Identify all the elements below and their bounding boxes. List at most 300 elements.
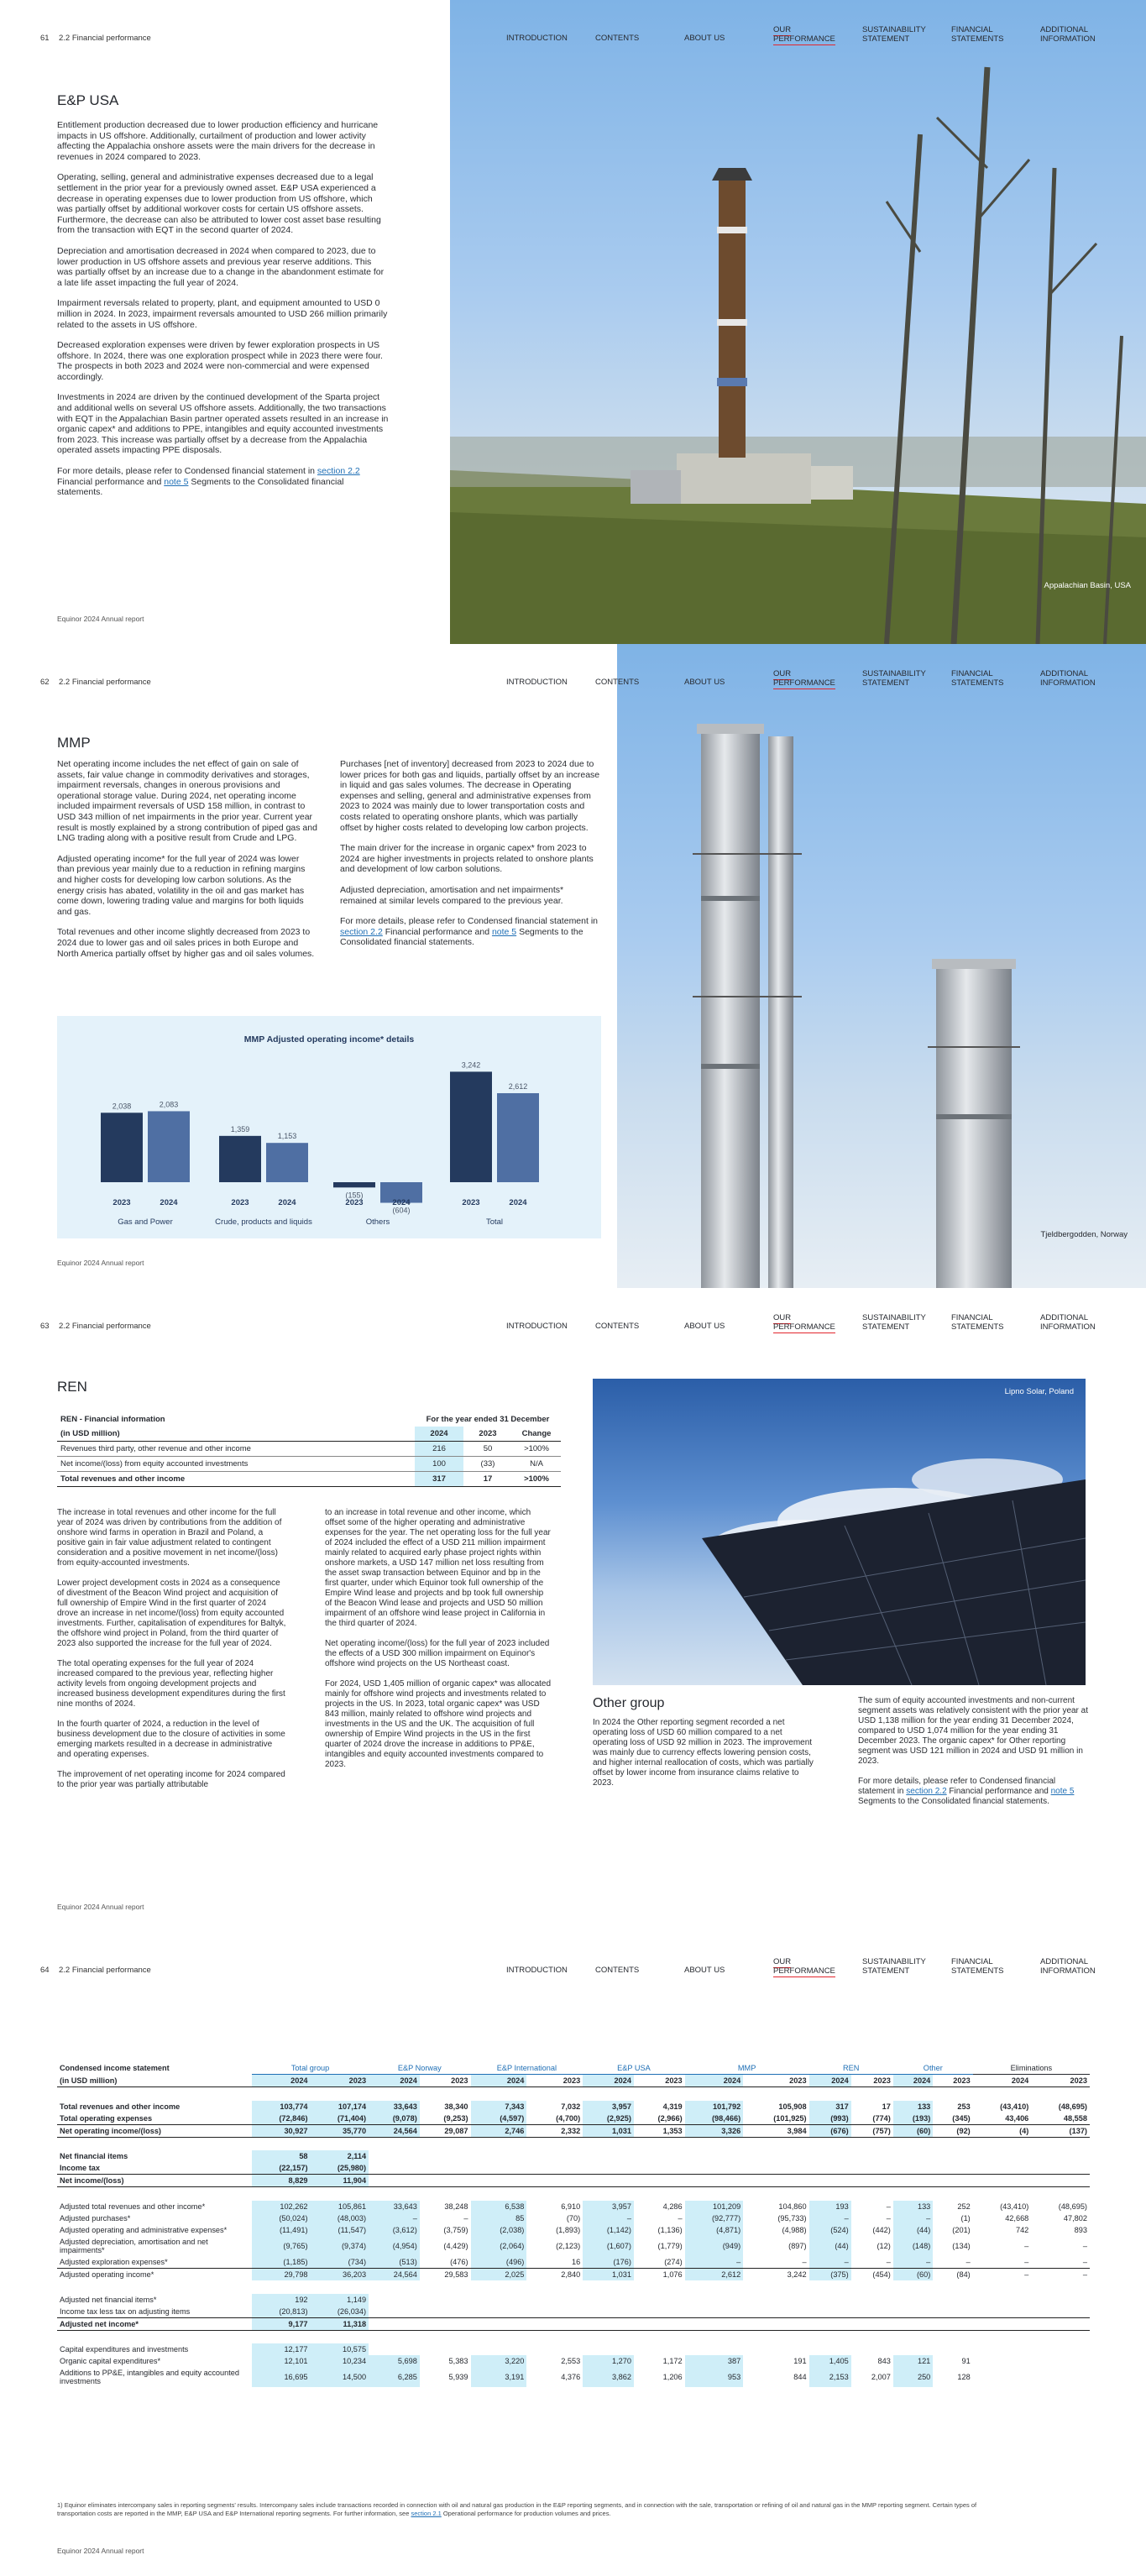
- cell: (11,547): [311, 2224, 369, 2236]
- nav-about-us[interactable]: ABOUT US: [684, 1966, 725, 1975]
- cell: 38,340: [444, 2102, 468, 2111]
- cell: 250: [893, 2367, 933, 2387]
- cell: (22,157): [252, 2162, 311, 2175]
- cell: (897): [788, 2241, 807, 2250]
- row-label: [57, 2330, 252, 2343]
- cell: [809, 2162, 851, 2175]
- cell: (2,064): [471, 2236, 527, 2256]
- data-label: 2,083: [159, 1100, 179, 1109]
- page-number: 62: [40, 678, 50, 687]
- table-row: [57, 2113, 1090, 2125]
- paragraph: The total operating expenses for the full year of 2024 increased compared to the previous year, reflecting higher activity levels from ongoing development projects and increased business development expenditures during the first nine months of 2024.: [57, 1659, 285, 1709]
- cell: 38,248: [444, 2202, 468, 2211]
- group-header: Other: [893, 2062, 973, 2075]
- cell: (513): [369, 2256, 420, 2269]
- cell: [933, 2317, 972, 2330]
- group-header: REN: [809, 2062, 893, 2075]
- cell: –: [1031, 2268, 1090, 2280]
- nav-introduction[interactable]: INTRODUCTION: [506, 1322, 568, 1331]
- year-tick-label: 2023: [462, 1198, 480, 1207]
- paragraph: Depreciation and amortisation decreased in 2024 when compared to 2023, due to lower production in US offshore assets and previous year reserve additions. This was partially offset by an increase due to a change in the abandonment estimate for a late life asset impacting the full year of 2024.: [57, 245, 385, 288]
- photo-caption: Appalachian Basin, USA: [1044, 581, 1131, 590]
- table-caption: REN - Financial information: [60, 1415, 165, 1424]
- solar-illustration: [593, 1379, 1086, 1685]
- section-2-2-link[interactable]: section 2.2: [340, 926, 383, 937]
- cell: (9,253): [443, 2113, 468, 2123]
- other-text-col1: [593, 1718, 819, 1798]
- category-label: Others: [365, 1217, 390, 1227]
- cell: 1,270: [583, 2355, 634, 2367]
- nav-additional-information[interactable]: ADDITIONAL INFORMATION: [1040, 25, 1096, 44]
- cell: 5,939: [448, 2373, 468, 2381]
- nav-our-performance[interactable]: OUR PERFORMANCE: [773, 669, 835, 688]
- nav-financial-statements[interactable]: FINANCIAL STATEMENTS: [951, 669, 1004, 688]
- table-unit: (in USD million): [57, 2075, 252, 2087]
- bar-2023: [219, 1136, 261, 1182]
- cell: (11,491): [252, 2224, 311, 2236]
- cell: –: [1024, 2241, 1029, 2250]
- cell: 12,177: [252, 2343, 311, 2355]
- row-label: Adjusted net income*: [57, 2317, 252, 2330]
- spacer-row: [57, 2330, 1090, 2343]
- row-label: [57, 2187, 252, 2201]
- cell: 8,829: [252, 2175, 311, 2187]
- cell: 102,262: [252, 2201, 311, 2212]
- row-label: [57, 2137, 252, 2150]
- cell: [933, 2294, 972, 2306]
- mmp-chart-panel: [57, 1016, 601, 1238]
- cell: [369, 2306, 420, 2318]
- cell: [933, 2343, 972, 2355]
- cell: [893, 2175, 933, 2187]
- refinery-towers-photo: [617, 644, 1146, 1288]
- cell: 742: [1015, 2225, 1029, 2234]
- row-label: Adjusted net financial items*: [60, 2295, 157, 2304]
- cell: 1,353: [634, 2124, 685, 2137]
- cell: –: [893, 2256, 933, 2269]
- cell: 2,840: [526, 2268, 583, 2280]
- cell: 6,538: [471, 2201, 527, 2212]
- cell: (134): [952, 2241, 971, 2250]
- nav-financial-statements[interactable]: FINANCIAL STATEMENTS: [951, 1957, 1004, 1976]
- cell: [1031, 2306, 1090, 2318]
- cell: (949): [685, 2236, 744, 2256]
- year-header: 2024: [369, 2075, 420, 2087]
- spacer: [252, 2137, 1090, 2150]
- cell: [809, 2317, 851, 2330]
- nav-additional-information[interactable]: ADDITIONAL INFORMATION: [1040, 1313, 1096, 1332]
- cell: 104,860: [778, 2202, 807, 2211]
- cell: [1031, 2343, 1090, 2355]
- nav-about-us[interactable]: ABOUT US: [684, 678, 725, 687]
- paragraph: Impairment reversals related to property, plant, and equipment amounted to USD 0 million in 2024. In 2023, impairment reversals amounted to USD 266 million primarily related to the assets in US offshore.: [57, 298, 388, 330]
- cell: 10,234: [311, 2355, 369, 2367]
- cell: [634, 2294, 685, 2306]
- cell: 1,405: [809, 2355, 851, 2367]
- cell: 1,206: [662, 2373, 683, 2381]
- year-header: 2024: [583, 2075, 634, 2087]
- table-row: [57, 2101, 1090, 2113]
- cell: 10,575: [311, 2343, 369, 2355]
- cell: 85: [471, 2212, 527, 2224]
- bar-2024: [497, 1093, 539, 1182]
- cell: (676): [809, 2124, 851, 2137]
- other-text-col2: [858, 1696, 1089, 1817]
- cell: [634, 2343, 685, 2355]
- nav-our-performance[interactable]: OUR PERFORMANCE: [773, 1957, 835, 1976]
- table-row: [57, 2124, 1090, 2137]
- cell: [973, 2294, 1032, 2306]
- nav-our-performance[interactable]: OUR PERFORMANCE: [773, 25, 835, 44]
- cell: (48,695): [1058, 2102, 1087, 2111]
- row-label: Adjusted operating and administrative expenses*: [60, 2225, 228, 2234]
- row-label: Net financial items: [60, 2152, 128, 2160]
- cell: –: [1082, 2257, 1087, 2266]
- nav-contents[interactable]: CONTENTS: [595, 1322, 640, 1331]
- nav-about-us[interactable]: ABOUT US: [684, 34, 725, 43]
- table-row: [57, 2162, 1090, 2175]
- year-header: 2024: [471, 2075, 527, 2087]
- cell: 33,643: [369, 2101, 420, 2113]
- cell: (4,988): [782, 2225, 807, 2234]
- cell: (193): [893, 2113, 933, 2125]
- section-label: 2.2 Financial performance: [59, 1966, 151, 1975]
- cell: [526, 2162, 583, 2175]
- spacer: [252, 2187, 1090, 2201]
- category-label: Gas and Power: [118, 1217, 173, 1227]
- cell: (1,136): [657, 2225, 683, 2234]
- paragraph: Entitlement production decreased due to lower production efficiency and hurricane impacts in US offshore. Additionally, curtailment of production and lower activity affecting the Appalachia onshore assets were the main drivers for the decrease in revenues in 2024 compared to 2023.: [57, 120, 379, 162]
- section-2-2-link[interactable]: section 2.2: [317, 466, 360, 477]
- cell: (4,597): [471, 2113, 527, 2125]
- cell: [973, 2343, 1032, 2355]
- cell: [851, 2306, 893, 2318]
- cell: 253: [957, 2102, 971, 2111]
- cell: 105,861: [311, 2201, 369, 2212]
- cell: (1): [960, 2213, 971, 2223]
- cell: [851, 2162, 893, 2175]
- year-header: 2023: [526, 2075, 583, 2087]
- cell: 1,031: [583, 2268, 634, 2280]
- category-label: Total: [485, 1217, 504, 1227]
- nav-contents[interactable]: CONTENTS: [595, 678, 640, 687]
- cell: [743, 2343, 808, 2355]
- mmp-bar-chart: [57, 1016, 601, 1238]
- cell: [893, 2343, 933, 2355]
- cell: [809, 2150, 851, 2162]
- footer: Equinor 2024 Annual report: [57, 1903, 144, 1911]
- year-header: 2023: [933, 2075, 972, 2087]
- cell: 42,668: [1005, 2213, 1029, 2223]
- cell: [1031, 2294, 1090, 2306]
- cell: –: [583, 2212, 634, 2224]
- cell: [471, 2306, 527, 2318]
- data-label: 3,242: [461, 1060, 481, 1070]
- row-label: Adjusted operating income*: [57, 2268, 252, 2280]
- cell: (274): [664, 2257, 683, 2266]
- cell: [685, 2150, 744, 2162]
- cell: [369, 2162, 420, 2175]
- cell: [809, 2343, 851, 2355]
- year-header: 2024: [893, 2075, 933, 2087]
- cell: 317: [809, 2101, 851, 2113]
- table-row-total: Total revenues and other income 317 17 >100%: [57, 1472, 561, 1487]
- cell: 192: [252, 2294, 311, 2306]
- nav-contents[interactable]: CONTENTS: [595, 34, 640, 43]
- nav-financial-statements[interactable]: FINANCIAL STATEMENTS: [951, 1313, 1004, 1332]
- cell: [369, 2150, 420, 2162]
- cell: 953: [685, 2367, 744, 2387]
- cell: [743, 2175, 808, 2187]
- group-header: E&P Norway: [369, 2062, 470, 2075]
- row-label: Adjusted total revenues and other income*: [60, 2202, 206, 2211]
- section-2-1-link[interactable]: section 2.1: [411, 2509, 442, 2517]
- group-header: E&P USA: [583, 2062, 684, 2075]
- cell: 35,770: [311, 2124, 369, 2137]
- cell: (476): [450, 2257, 468, 2266]
- cell: [526, 2175, 583, 2187]
- cell: 1,031: [583, 2124, 634, 2137]
- cell: [471, 2162, 527, 2175]
- spacer: [252, 2330, 1090, 2343]
- year-header: 2023: [851, 2075, 893, 2087]
- group-header: Total group: [252, 2062, 369, 2075]
- table-row: [57, 2294, 1090, 2306]
- cell: [933, 2306, 972, 2318]
- cell: [526, 2343, 583, 2355]
- cell: (734): [311, 2256, 369, 2269]
- cell: –: [809, 2212, 851, 2224]
- paragraph: Adjusted operating income* for the full year of 2024 was lower than previous year mainly due to a reduction in refining margins and higher costs for developing low carbon solutions. As the energy crisis has abated, volatility in the oil and gas market has come down, lowering trading value and margins for both liquids and gas.: [57, 853, 306, 917]
- nav-about-us[interactable]: ABOUT US: [684, 1322, 725, 1331]
- cell: [471, 2294, 527, 2306]
- cell: –: [678, 2213, 683, 2223]
- cell: 121: [893, 2355, 933, 2367]
- cell: [851, 2150, 893, 2162]
- data-label: 2,038: [112, 1102, 132, 1111]
- spacer: [252, 2280, 1090, 2294]
- paragraph: Net operating income includes the net effect of gain on sale of assets, fair value change in commodity derivatives and storages, impairment reversals, changes in onerous provisions and operational storage value. During 2024, net operating income included impairment reversals of USD 158 million, in contrast to USD 343 million of net impairments in the prior year. Current year result is mostly explained by a strong contribution of piped gas and LNG trading along with a positive result from Crude and LPG.: [57, 759, 317, 844]
- cell: (176): [583, 2256, 634, 2269]
- closing-paragraph: For more details, please refer to Condensed financial statement in section 2.2 Financial performance and note 5 Segments to the Consolidated financial statements.: [57, 466, 360, 498]
- cell: [526, 2306, 583, 2318]
- section-label: 2.2 Financial performance: [59, 678, 151, 687]
- nav-additional-information[interactable]: ADDITIONAL INFORMATION: [1040, 669, 1096, 688]
- cell: (774): [872, 2113, 891, 2123]
- cell: 43,406: [1005, 2113, 1029, 2123]
- cell: [583, 2162, 634, 2175]
- cell: [526, 2294, 583, 2306]
- nav-sustainability-statement[interactable]: SUSTAINABILITY STATEMENT: [862, 1313, 926, 1332]
- cell: [1031, 2367, 1090, 2387]
- paragraph: Purchases [net of inventory] decreased from 2023 to 2024 due to lower prices for both gas and liquids, partially offset by an increase in liquid and gas sales volumes. The decrease in Operating expenses and selling, general and administrative expenses from 2023 to 2024 was mainly due to lower transportation costs and costs related to operating onshore plants, which was partially offset by higher costs related to developing low carbon projects.: [340, 759, 600, 833]
- nav-sustainability-statement[interactable]: SUSTAINABILITY STATEMENT: [862, 1957, 926, 1976]
- paragraph: The sum of equity accounted investments and non-current segment assets was relatively consistent with the prior year at USD 1,138 million for the year ending 31 December 2024, compared to USD 1,074 million for the year ending 31 December 2023. The organic capex* for Other reporting segment was USD 121 million in 2024 and USD 91 million in 2023.: [858, 1696, 1089, 1766]
- year-tick-label: 2023: [231, 1198, 249, 1207]
- table-row: [57, 2256, 1090, 2269]
- page-title: REN: [57, 1379, 87, 1395]
- nav-sustainability-statement[interactable]: SUSTAINABILITY STATEMENT: [862, 25, 926, 44]
- closing-paragraph: For more details, please refer to Condensed financial statement in section 2.2 Financial performance and note 5 Segments to the Consolidated financial statements.: [340, 916, 598, 948]
- row-label: Capital expenditures and investments: [60, 2345, 189, 2353]
- closing-paragraph: For more details, please refer to Condensed financial statement in section 2.2 Financial performance and note 5 Segments to the Consolidated financial statements.: [858, 1777, 1075, 1806]
- note-5-link[interactable]: note 5: [164, 476, 189, 487]
- cell: (4): [973, 2124, 1032, 2137]
- mmp-text-col1: [57, 759, 317, 969]
- year-tick-label: 2024: [392, 1198, 411, 1207]
- cell: 2,114: [311, 2150, 369, 2162]
- nav-introduction[interactable]: INTRODUCTION: [506, 34, 568, 43]
- cell: [893, 2306, 933, 2318]
- cell: [973, 2306, 1032, 2318]
- paragraph: to an increase in total revenue and other income, which offset some of the higher operating and administrative expenses for the year. The net operating loss for the full year of 2024 included the effect of a USD 211 million impairment mainly related to acquired early phase project rights within onshore markets, a USD 147 million net loss resulting from the asset swap transaction between Equinor and bp in the first quarter, under which Equinor took full ownership of the Empire Wind lease and projects and bp took full ownership of the Beacon Wind lease and projects and USD 50 million impairment of an offshore wind lease project in California in the third quarter of 2024.: [325, 1508, 551, 1628]
- cell: (92,777): [685, 2212, 744, 2224]
- cell: [1031, 2175, 1090, 2187]
- drilling-rig-illustration: [450, 0, 1146, 644]
- cell: [526, 2317, 583, 2330]
- cell: (524): [809, 2224, 851, 2236]
- cell: 3,326: [685, 2124, 744, 2137]
- category-label: Crude, products and liquids: [215, 1217, 312, 1227]
- cell: [471, 2343, 527, 2355]
- row-label: Adjusted exploration expenses*: [60, 2257, 168, 2266]
- cell: (44): [893, 2224, 933, 2236]
- footnote: 1) Equinor eliminates intercompany sales in reporting segments' results. Intercompany sales include transactions recorded in connection with oil and natural gas production in the E&P reporting segments, and in connection with the sale, transportation or refining of oil and natural gas in the MMP reporting segment. Certain types of transportation costs are reported in the MMP, E&P USA and E&P International reporting segments. For further information, see section 2.1 Operational performance for production volumes and prices.: [57, 2501, 977, 2517]
- page-number: 64: [40, 1966, 50, 1975]
- other-group-title: Other group: [593, 1696, 665, 1710]
- table-row: [57, 2268, 1090, 2280]
- group-header-row: [57, 2062, 1090, 2075]
- cell: –: [886, 2213, 891, 2223]
- page-header: [40, 25, 1129, 45]
- section-2-2-link[interactable]: section 2.2: [906, 1787, 947, 1796]
- cell: 3,984: [743, 2124, 808, 2137]
- cell: –: [965, 2257, 971, 2266]
- nav-our-performance[interactable]: OUR PERFORMANCE: [773, 1313, 835, 1332]
- year-header: 2024: [252, 2075, 311, 2087]
- cell: 2,025: [471, 2268, 527, 2280]
- cell: (12): [877, 2241, 891, 2250]
- cell: (993): [809, 2113, 851, 2125]
- cell: [851, 2294, 893, 2306]
- cell: 105,908: [778, 2102, 807, 2111]
- page-title: MMP: [57, 735, 91, 751]
- cell: [973, 2367, 1032, 2387]
- cell: 29,798: [252, 2268, 311, 2280]
- nav-additional-information[interactable]: ADDITIONAL INFORMATION: [1040, 1957, 1096, 1976]
- page-number: 61: [40, 34, 50, 43]
- nav-contents[interactable]: CONTENTS: [595, 1966, 640, 1975]
- paragraph: Operating, selling, general and administrative expenses decreased due to a legal settlement in the prior year for a previously owned asset. E&P USA experienced a decrease in operating expenses due to lower production from US offshore, which was partially offset by additional workover costs for certain US offshore assets. Furthermore, the decrease can also be attributed to lower cost asset base resulting from the transaction with EQT in the second quarter of 2024.: [57, 172, 381, 236]
- cell: 101,209: [685, 2201, 744, 2212]
- cell: 107,174: [311, 2101, 369, 2113]
- cell: (2,038): [471, 2224, 527, 2236]
- cell: 1,149: [311, 2294, 369, 2306]
- cell: –: [1082, 2241, 1087, 2250]
- table-row: Net income/(loss) from equity accounted investments 100 (33) N/A: [57, 1457, 561, 1472]
- nav-financial-statements[interactable]: FINANCIAL STATEMENTS: [951, 25, 1004, 44]
- cell: [420, 2294, 471, 2306]
- cell: 3,862: [583, 2367, 634, 2387]
- year-tick-label: 2023: [345, 1198, 364, 1207]
- cell: [685, 2343, 744, 2355]
- cell: [634, 2306, 685, 2318]
- paragraph: In 2024 the Other reporting segment recorded a net operating loss of USD 60 million compared to a net operating loss of USD 92 million in 2023. The improvement was mainly due to currency effects lowering pension costs, and higher internal reallocation of costs, which was partially offset by lower income from insurance claims relative to 2023.: [593, 1718, 814, 1788]
- cell: [893, 2317, 933, 2330]
- cell: (375): [809, 2268, 851, 2280]
- cell: [933, 2162, 972, 2175]
- cell: 128: [957, 2373, 971, 2381]
- cell: (9,765): [252, 2236, 311, 2256]
- year-header: 2023: [634, 2075, 685, 2087]
- cell: (148): [893, 2236, 933, 2256]
- note-5-link[interactable]: note 5: [1050, 1787, 1075, 1796]
- cell: –: [809, 2256, 851, 2269]
- cell: (60): [893, 2268, 933, 2280]
- cell: 11,904: [311, 2175, 369, 2187]
- note-5-link[interactable]: note 5: [491, 926, 517, 937]
- cell: [743, 2294, 808, 2306]
- cell: 33,643: [369, 2201, 420, 2212]
- cell: [369, 2175, 420, 2187]
- year-header: 2024: [973, 2075, 1032, 2087]
- cell: 58: [252, 2150, 311, 2162]
- nav-sustainability-statement[interactable]: SUSTAINABILITY STATEMENT: [862, 669, 926, 688]
- nav-introduction[interactable]: INTRODUCTION: [506, 1966, 568, 1975]
- cell: 7,032: [561, 2102, 581, 2111]
- row-label: Additions to PP&E, intangibles and equity accounted investments: [60, 2369, 240, 2385]
- cell: [420, 2175, 471, 2187]
- cell: 193: [809, 2201, 851, 2212]
- year-header-row: [57, 2075, 1090, 2087]
- cell: (3,759): [443, 2225, 468, 2234]
- towers-illustration: [617, 644, 1146, 1288]
- cell: 2,746: [471, 2124, 527, 2137]
- year-header: 2024: [809, 2075, 851, 2087]
- cell: [973, 2150, 1032, 2162]
- table-unit: (in USD million): [57, 1427, 415, 1442]
- cell: [685, 2294, 744, 2306]
- cell: –: [369, 2212, 420, 2224]
- cell: (4,429): [443, 2241, 468, 2250]
- cell: [851, 2317, 893, 2330]
- cell: 3,242: [743, 2268, 808, 2280]
- cell: 4,319: [662, 2102, 683, 2111]
- cell: 133: [893, 2101, 933, 2113]
- cell: (25,980): [311, 2162, 369, 2175]
- cell: (26,034): [311, 2306, 369, 2318]
- cell: [809, 2306, 851, 2318]
- cell: [420, 2162, 471, 2175]
- cell: (2,966): [657, 2113, 683, 2123]
- paragraph: The main driver for the increase in organic capex* from 2023 to 2024 are higher investments in projects related to onshore plants and development of low carbon solutions.: [340, 843, 594, 875]
- cell: [369, 2343, 420, 2355]
- bar-2024: [266, 1143, 308, 1182]
- mmp-text-col2: [340, 759, 600, 958]
- cell: 29,087: [420, 2124, 471, 2137]
- row-label: Adjusted depreciation, amortisation and net impairments*: [60, 2237, 208, 2254]
- page-number: 63: [40, 1322, 50, 1331]
- cell: [583, 2294, 634, 2306]
- table-row: [57, 2343, 1090, 2355]
- cell: 1,172: [662, 2357, 683, 2365]
- data-label: 1,153: [277, 1132, 297, 1141]
- cell: 6,285: [369, 2367, 420, 2387]
- col-2024: 2024: [415, 1427, 463, 1442]
- nav-introduction[interactable]: INTRODUCTION: [506, 678, 568, 687]
- page-63: [0, 1288, 1146, 1932]
- drilling-rig-photo: [450, 0, 1146, 644]
